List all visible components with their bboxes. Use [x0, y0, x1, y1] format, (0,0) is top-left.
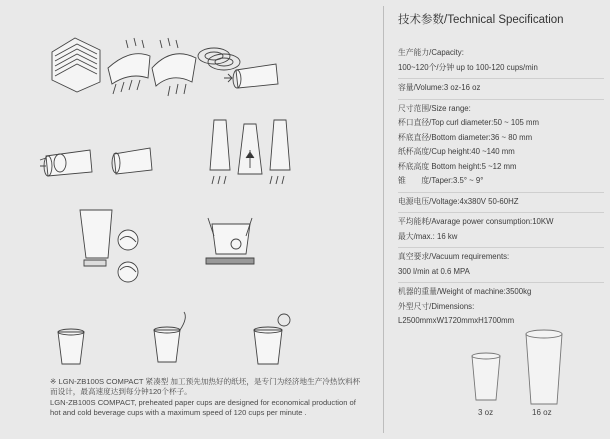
spec-line: 生产能力/Capacity: [398, 48, 464, 57]
small-cup-label: 3 oz [478, 408, 494, 417]
spec-line: 300 l/min at 0.6 MPA [398, 266, 470, 276]
spec-line: 平均能耗/Avarage power consumption:10KW [398, 217, 554, 226]
product-description [50, 377, 366, 419]
spec-line: 尺寸范围/Size range: [398, 103, 471, 113]
folded-blank-icon [152, 38, 196, 96]
spec-line: L2500mmxW1720mmxH1700mm [398, 316, 515, 325]
spec-group-size-range [398, 100, 604, 193]
large-cup-icon [526, 334, 562, 404]
spec-group-power [398, 213, 604, 248]
spec-line: 纸杯高度/Cup height:40 ~140 mm [398, 147, 515, 156]
spec-line: 电源电压/Voltage:4x380V 50-60HZ [398, 196, 519, 206]
spec-group-capacity [398, 44, 604, 79]
cup-size-illustration [462, 324, 572, 414]
cup-on-conveyor-icon [206, 218, 254, 264]
finished-cup-one-icon [58, 329, 84, 364]
cup-size-comparison [462, 324, 572, 419]
paper-blank-stack-icon [52, 38, 100, 92]
heated-blank-icon [108, 38, 150, 94]
spec-line: 杯口直径/Top curl diameter:50 ~ 105 mm [398, 118, 540, 127]
spec-list [398, 44, 604, 332]
cup-sleeve-formed-icon [112, 148, 152, 174]
spec-group-vacuum [398, 248, 604, 283]
cup-sleeve-on-mandrel-icon [40, 150, 92, 176]
cup-in-forming-mould-icon [80, 210, 138, 282]
spec-line: 最大/max.: 16 kw [398, 231, 458, 241]
spec-line: 锥 度/Taper:3.5° ~ 9° [398, 176, 484, 185]
technical-specification-panel [390, 0, 606, 439]
spec-line: 机器的重量/Weight of machine:3500kg [398, 287, 532, 296]
caption-chinese: ※ LGN-ZB100S COMPACT 紧凑型 加工预先加热好的纸坯，是专门为经济地生产冷热饮料杯而设计，最高速度达到每分钟120个杯子。 [50, 377, 361, 397]
spec-line: 容量/Volume:3 oz-16 oz [398, 83, 481, 92]
spec-title: 技术参数/Technical Specification [398, 14, 564, 26]
finished-cup-two-icon [154, 312, 185, 362]
small-cup-icon [472, 356, 500, 400]
rolled-cup-sleeve-icon [224, 64, 278, 88]
cup-bottom-discs-icon [198, 48, 240, 70]
caption-english: LGN-ZB100S COMPACT, preheated paper cups are designed for economical production of hot and cold beverage cups with a maximum speed of 120 cups per minute . [50, 397, 356, 418]
spec-line: 杯底高度 Bottom height:5 ~12 mm [398, 161, 517, 171]
spec-line: 杯底直径/Bottom diameter:36 ~ 80 mm [398, 132, 533, 142]
finished-cup-three-icon [254, 314, 290, 364]
panel-divider [383, 6, 384, 433]
spec-line: 100~120个/分钟 up to 100-120 cups/min [398, 62, 538, 72]
spec-line: 真空要求/Vacuum requirements: [398, 252, 510, 261]
bottom-sealing-station-icon [210, 120, 290, 184]
spec-line: 外型尺寸/Dimensions: [398, 301, 475, 311]
large-cup-label: 16 oz [532, 408, 552, 417]
spec-group-volume [398, 79, 604, 100]
spec-group-voltage [398, 193, 604, 214]
